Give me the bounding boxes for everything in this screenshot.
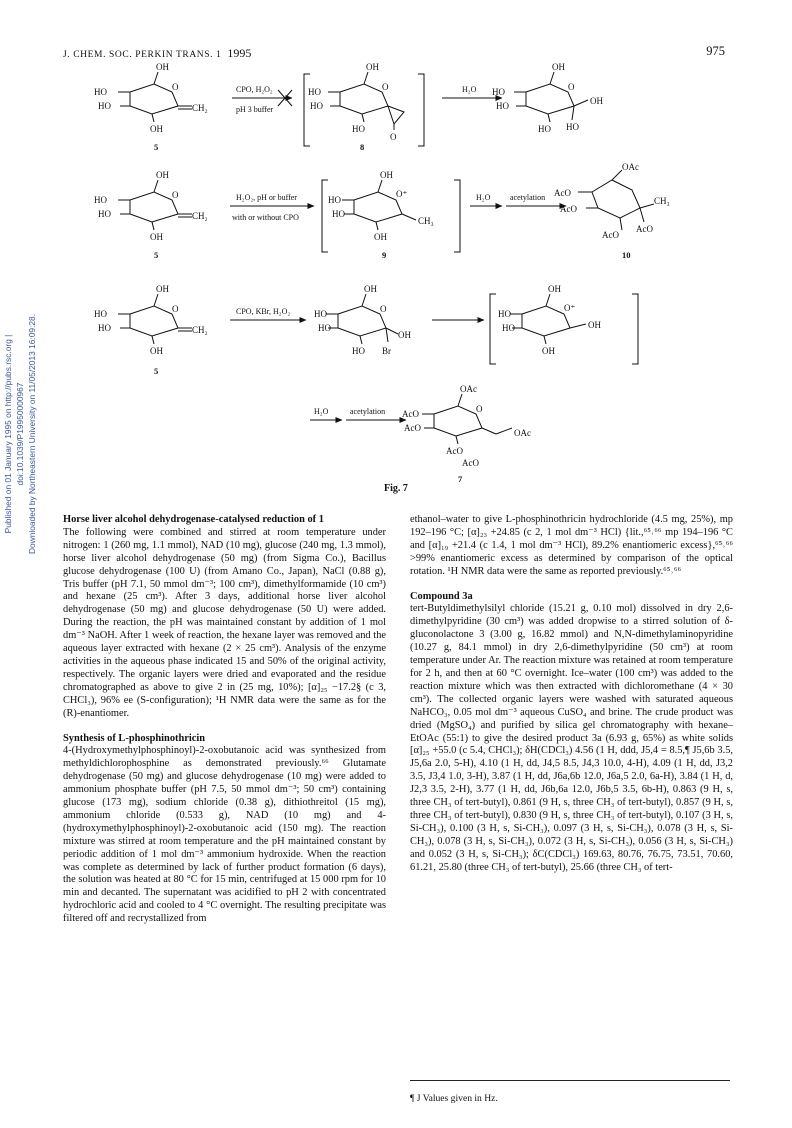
download-note-line-1: Published on 01 January 1995 on http://pubs.rsc.org | doi:10.1039/P19950000967 — [3, 334, 25, 534]
compound-label-5-row3: 5 — [154, 366, 159, 376]
row3-i-ho-1: HO — [498, 309, 511, 319]
row2-10-aco-3: AcO — [602, 230, 619, 240]
row3-i-ring-oplus: O⁺ — [564, 303, 576, 313]
row2-step2: H₂O — [476, 193, 491, 202]
row1-condition: pH 3 buffer — [236, 105, 274, 114]
download-note — [2, 294, 37, 574]
section-body-phosphinothricin: 4-(Hydroxymethylphosphinoyl)-2-oxobutanoic acid was synthesized from methyldichlorophosphine as demonstrated previously.⁶⁶ Glutamate dehydrogenase (50 mg) and glucose dehydrogenase (10 mg) were added to ammonium phosphate buffer (pH 7.5, 50 mmol dm⁻³; 50 cm³) containing glucose (173 mg), sodium chloride (0.38 g), dithiothreitol (15 mg), ammonium chloride (0.533 g), NAD (10 mg) and 4-(hydroxymethylphosphinoyl)-2-oxobutanoic acid (150 mg). The reaction mixture was stirred at room temperature and the pH maintained constant by periodic addition of 1 mol dm⁻³ ammonium hydroxide. When the reaction was complete as determined by lack of further product formation (6 days), the solution was heated at 80 °C for 15 min, centrifuged at 15 000 rpm for 10 min and decanted. The supernatant was acidified to pH 2 with concentrated hydrochloric acid and cooled to 4 °C overnight. The resulting precipitate was filtered off and recrystallized from — [63, 745, 386, 925]
reaction-scheme — [92, 62, 732, 492]
row1-ch2: CH₂ — [192, 103, 208, 113]
sugar-5-row3 — [118, 294, 192, 344]
sugar-5-row1 — [118, 72, 192, 122]
compound-label-7: 7 — [458, 474, 463, 484]
row1-oh-bottom: OH — [150, 124, 163, 134]
section-heading-hlad: Horse liver alcohol dehydrogenase-catalysed reduction of 1 — [63, 514, 324, 525]
row1-p-ho-2: HO — [496, 101, 509, 111]
product-10 — [578, 170, 654, 230]
compound-label-9: 9 — [382, 250, 387, 260]
row1-8-epox-o: O — [390, 132, 397, 142]
row3-reagent: CPO, KBr, H₂O₂ — [236, 307, 291, 316]
epoxide-8 — [328, 72, 404, 130]
running-header — [63, 46, 725, 62]
figure-caption: Fig. 7 — [384, 483, 408, 494]
row4-step1: H₂O — [314, 407, 329, 416]
row2-10-oac-top: OAc — [622, 162, 639, 172]
row1-oh-top: OH — [156, 62, 169, 72]
row4-step2: acetylation — [350, 407, 386, 416]
row2-step3: acetylation — [510, 193, 546, 202]
row1-reagent: CPO, H₂O₂ — [236, 85, 273, 94]
row4-7-oac-top: OAc — [460, 384, 477, 394]
row1-p-ho-4: HO — [566, 122, 579, 132]
row3-ho-1: HO — [94, 309, 107, 319]
row1-8-ho-2: HO — [310, 101, 323, 111]
sugar-5-row2 — [118, 180, 192, 230]
row4-7-oac-side: OAc — [514, 428, 531, 438]
row2-9-ho-2: HO — [332, 209, 345, 219]
row3-ch2: CH₂ — [192, 325, 208, 335]
row4-7-aco-1: AcO — [402, 409, 419, 419]
row1-8-ho-3: HO — [352, 124, 365, 134]
bracket-8-right — [418, 74, 424, 146]
download-note-line-2: Downloaded by Northeastern University on 11/05/2013 16:09:28. — [27, 313, 37, 555]
row2-10-ch3: CH₃ — [654, 196, 670, 206]
row2-10-aco-1: AcO — [554, 188, 571, 198]
section-heading-phosphinothricin: Synthesis of L-phosphinothricin — [63, 732, 206, 744]
row2-9-ch3: CH₃ — [418, 216, 434, 226]
row2-ring-o: O — [172, 190, 179, 200]
row3-b-ho-1: HO — [314, 309, 327, 319]
bracket-9-left — [322, 180, 328, 252]
left-column — [63, 514, 386, 926]
row3-ho-2: HO — [98, 323, 111, 333]
row3-i-oh-side: OH — [588, 320, 601, 330]
bracket-9-right — [454, 180, 460, 252]
row1-8-oh: OH — [366, 62, 379, 72]
compound-label-10: 10 — [622, 250, 631, 260]
row2-ho-2: HO — [98, 209, 111, 219]
row3-i-oh-bottom: OH — [542, 346, 555, 356]
compound-label-5-row2: 5 — [154, 250, 159, 260]
row2-9-ring-oplus: O⁺ — [396, 189, 408, 199]
hydroxymethyl-oxocarbenium — [510, 294, 586, 344]
product-7 — [422, 394, 512, 444]
journal-name: J. CHEM. SOC. PERKIN TRANS. 1 1995 — [63, 46, 252, 60]
row3-i-ho-2: HO — [502, 323, 515, 333]
section-body-compound-3a: tert-Butyldimethylsilyl chloride (15.21 g, 0.10 mol) dissolved in dry 2,6-dimethylpyridine (30 cm³) was added dropwise to a stirred solution of δ-gluconolactone 3 (3.00 g, 16.82 mmol) and N,N-dimethylaminopyridine (10.27 g, 84.1 mmol) in dry 2,6-dimethylpyridine (50 cm³) at room temperature under Ar. The reaction mixture was retained at room temperature for 2 h, and then at 60 °C overnight. Ice–water (100 cm³) was added to the reaction mixture which was then extracted with dichloromethane (4 × 30 cm³). The collected organic layers were washed with saturated aqueous NaHCO₃, 0.05 mol dm⁻³ aqueous CuSO₄ and brine. The crude product was dried (MgSO₄) and purified by silica gel chromatography with hexane–EtOAc (55:1) to give the desired product 3a (6.93 g, 65%) as white solids [α]₂₅ +55.0 (c 5.4, CHCl₃); δH(CDCl₃) 4.56 (1 H, ddd, J5,4 = 8.5,¶ J5,6b 3.5, J5,6a 2.0, 5-H), 4.10 (1 H, dd, J4,5 8.5, J4,3 10.0, 4-H), 4.09 (1 H, dd, J3,2 3.5, J3,4 1.0, 3-H), 3.87 (1 H, dd, J6a,6b 12.0, J6a,5 2.0, 6a-H), 3.84 (1 H, d, J2,3 3.5, 2-H), 3.77 (1 H, dd, J6b,6a 12.0, J6b,5 3.5, 6b-H), 0.863 (9 H, s, three CH₃ of tert-butyl), 0.861 (9 H, s, three CH₃ of tert-butyl), 0.857 (9 H, s, three CH₃ of tert-butyl), 0.830 (9 H, s, three CH₃ of tert-butyl), 0.107 (3 H, s, Si-CH₃), 0.100 (3 H, s, Si-CH₃), 0.097 (3 H, s, Si-CH₃), 0.078 (3 H, s, Si-CH₃), 0.078 (3 H, s, Si-CH₃), 0.072 (3 H, s, Si-CH₃), 0.056 (3 H, s, Si-CH₃) and 0.052 (3 H, s, Si-CH₃); δC(CDCl₃) 169.63, 80.76, 76.75, 73.51, 70.60, 61.21, 25.80 (three CH₃ of tert-butyl), 25.66 (three CH₃ of tert- — [410, 603, 733, 873]
oxocarbenium-9 — [342, 180, 416, 230]
footnote: ¶ J Values given in Hz. — [410, 1093, 498, 1104]
row2-9-oh-bottom: OH — [374, 232, 387, 242]
row2-oh-bottom: OH — [150, 232, 163, 242]
row3-i-oh: OH — [548, 284, 561, 294]
row2-10-aco-4: AcO — [636, 224, 653, 234]
footnote-rule — [410, 1080, 730, 1081]
row2-reagent: H₂O₂, pH or buffer — [236, 193, 297, 202]
row4-7-aco-2: AcO — [404, 423, 421, 433]
row1-p-oh-side: OH — [590, 96, 603, 106]
bracket-ion-right — [632, 294, 638, 364]
row2-oh-top: OH — [156, 170, 169, 180]
row3-b-ho-3: HO — [352, 346, 365, 356]
row3-b-ho-2: HO — [318, 323, 331, 333]
row3-oh-top: OH — [156, 284, 169, 294]
row4-7-aco-4: AcO — [462, 458, 479, 468]
row1-p-oh: OH — [552, 62, 565, 72]
section-heading-compound-3a: Compound 3a — [410, 590, 473, 602]
row1-ho-1: HO — [94, 87, 107, 97]
row4-7-ring-o: O — [476, 404, 483, 414]
journal-year: 1995 — [227, 46, 252, 60]
right-column — [410, 514, 733, 874]
row3-b-br: Br — [382, 346, 391, 356]
row2-ch2: CH₂ — [192, 211, 208, 221]
row1-p-ho-1: HO — [492, 87, 505, 97]
row1-8-ring-o: O — [382, 82, 389, 92]
row3-oh-bottom: OH — [150, 346, 163, 356]
row2-ho-1: HO — [94, 195, 107, 205]
section-body-hlad: The following were combined and stirred at room temperature under nitrogen: 1 (260 mg, 1.1 mmol), NAD (10 mg), glucose (240 mg, 1.3 mmol), horse liver alcohol dehydrogenase (50 mg) (from Sigma Co.), Bacillus glucose dehydrogenase (100 U) (from Amano Co., Japan), NaCl (0.88 g), Tris buffer (pH 7.1, 50 mmol dm⁻³; 100 cm³), dimethylformamide (10 cm³) and hexane (25 cm³). After 3 days, additional horse liver alcohol dehydrogenase (50 mg) and glucose dehydrogenase (50 U) were added. During the reaction, the pH was maintained constant by addition of 1 mol dm⁻³ NaOH. After 1 week of reaction, the hexane layer was removed and the aqueous layer extracted with hexane (2 × 25 cm³). Analysis of the enzyme activities in the aqueous phase indicated 15 and 50% of the original activity, respectively. The organic layers were dried and evaporated and the residue chromatographed as above to give 2 in (25 mg, 10%); [α]₂₅ −17.2§ (c 3, CHCl₃), 96% ee (S-configuration); ¹H NMR data were the same as for the (R)-enantiomer. — [63, 526, 386, 719]
row1-ring-o: O — [172, 82, 179, 92]
page-number: 975 — [706, 44, 725, 58]
row2-9-oh: OH — [380, 170, 393, 180]
row4-7-aco-3: AcO — [446, 446, 463, 456]
row1-8-ho-1: HO — [308, 87, 321, 97]
row1-p-ho-3: HO — [538, 124, 551, 134]
row1-step2: H₂O — [462, 85, 477, 94]
compound-label-5-row1: 5 — [154, 142, 159, 152]
row3-ring-o: O — [172, 304, 179, 314]
row3-b-ring-o: O — [380, 304, 387, 314]
bracket-ion-left — [490, 294, 496, 364]
bromohydrin — [326, 294, 398, 344]
ketose-product-row1 — [514, 72, 588, 122]
row2-10-aco-2: AcO — [560, 204, 577, 214]
section-body-continued: ethanol–water to give L-phosphinothricin hydrochloride (4.5 mg, 25%), mp 192–196 °C; [α]₂₃ +24.85 (c 2, 1 mol dm⁻³ HCl) {lit.,⁶⁵˒⁶⁶ mp 194–196 °C and [α]₁₉ +21.4 (c 1.4, 1 mol dm⁻³ HCl), 89.2% enantiomeric excess},⁶⁵˒⁶⁶ >99% enantiomeric excess as determined by comparison of the optical rotation. ¹H NMR data were the same as reported previously.⁶⁵˒⁶⁶ — [410, 514, 733, 577]
compound-label-8: 8 — [360, 142, 365, 152]
row2-condition: with or without CPO — [232, 213, 299, 222]
row1-ho-2: HO — [98, 101, 111, 111]
row2-9-ho-1: HO — [328, 195, 341, 205]
row1-p-ring-o: O — [568, 82, 575, 92]
row3-b-oh-side: OH — [398, 330, 411, 340]
row3-b-oh: OH — [364, 284, 377, 294]
